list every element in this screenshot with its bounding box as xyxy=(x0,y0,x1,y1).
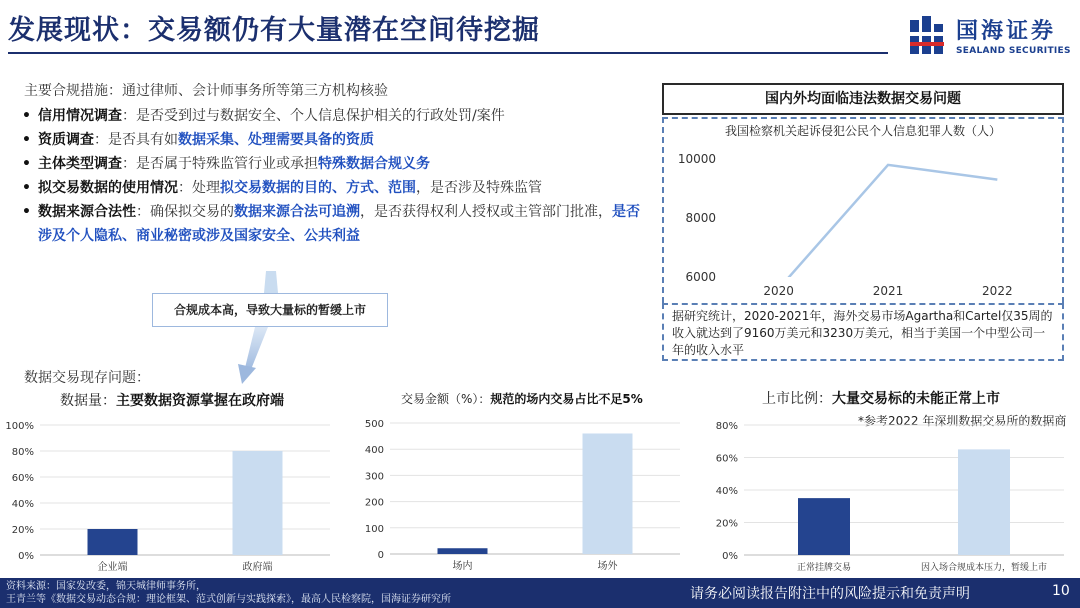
bar xyxy=(958,449,1010,555)
x-tick-label: 2022 xyxy=(982,284,1013,298)
callout-box: 合规成本高，导致大量标的暂缓上市 xyxy=(152,293,388,327)
bar xyxy=(438,548,488,554)
y-tick-label: 500 xyxy=(364,419,384,430)
x-tick-label: 场外 xyxy=(597,561,618,572)
y-tick-label: 60% xyxy=(11,473,34,484)
y-tick-label: 400 xyxy=(364,445,384,457)
y-tick-label: 6000 xyxy=(685,270,716,284)
logo-name: 国海证券 xyxy=(956,19,1057,44)
y-tick-label: 60% xyxy=(715,453,738,465)
x-tick-label: 因入场合规成本压力，暂缓上市 xyxy=(920,563,1048,573)
highlight-text: 数据来源合法可追溯 xyxy=(234,204,360,220)
y-tick-label: 100 xyxy=(364,523,384,535)
bar-chart-data-volume xyxy=(0,415,340,578)
arrow-stem-up xyxy=(264,271,278,293)
list-item: • 拟交易数据的使用情况：处理拟交易数据的目的、方式、范围，是否涉及特殊监管 xyxy=(22,176,642,200)
list-item: • 信用情况调查：是否受到过与数据安全、个人信息保护相关的行政处罚/案件 xyxy=(22,104,642,128)
chart3-note: *参考2022 年深圳数据交易所的数据商 xyxy=(858,414,1067,428)
list-item: • 资质调查：是否具有如数据采集、处理需要具备的资质 xyxy=(22,128,642,152)
page-title: 发展现状：交易额仍有大量潜在空间待挖掘 xyxy=(8,15,540,46)
y-tick-label: 40% xyxy=(715,486,738,497)
y-tick-label: 200 xyxy=(364,497,384,509)
header-divider xyxy=(8,52,888,54)
logo-english-name: SEALAND SECURITIES xyxy=(956,46,1071,56)
highlight-text: 特殊数据合规义务 xyxy=(318,156,430,172)
x-tick-label: 正常挂牌交易 xyxy=(796,563,852,573)
bullet-label: 数据来源合法性 xyxy=(38,204,136,220)
footer-disclaimer: 请务必阅读报告附注中的风险提示和免责声明 xyxy=(690,586,970,602)
compliance-measures-list xyxy=(22,104,642,248)
bar xyxy=(583,433,633,554)
y-tick-label: 40% xyxy=(11,499,34,510)
bar xyxy=(798,498,850,555)
y-tick-label: 0% xyxy=(722,551,738,562)
footer-sources: 资料来源：国家发改委，锦天城律师事务所， 王青兰等《数据交易动态合规：理论框架、范式创新与实践探索》，最高人民检察院，国海证券研究所 xyxy=(6,581,451,605)
bullet-label: 资质调查 xyxy=(38,132,94,148)
right-box-note: 据研究统计，2020-2021年，海外交易市场Agartha和Cartel仅35周的收入就达到了9160万美元和3230万美元，相当于美国一个中型公司一年的收入水平 xyxy=(662,303,1064,361)
problems-label: 数据交易现存问题： xyxy=(24,370,150,386)
arrow-stem-down xyxy=(244,327,268,372)
chart-title: 我国检察机关起诉侵犯公民个人信息犯罪人数（人） xyxy=(724,124,1002,138)
highlight-text: 数据采集、处理需要具备的资质 xyxy=(178,132,374,148)
x-tick-label: 场内 xyxy=(452,561,473,572)
list-item: • 主体类型调查：是否属于特殊监管行业或承担特殊数据合规义务 xyxy=(22,152,642,176)
y-tick-label: 10000 xyxy=(677,152,716,166)
bar xyxy=(88,529,138,555)
chart3-title: 上市比例：大量交易标的未能正常上市 xyxy=(762,391,1000,407)
y-tick-label: 20% xyxy=(11,525,34,536)
company-logo xyxy=(908,14,1071,62)
y-tick-label: 0 xyxy=(377,550,384,561)
bar-chart-transaction-amount xyxy=(350,410,690,578)
x-tick-label: 政府端 xyxy=(242,562,273,573)
bullet-label: 拟交易数据的使用情况 xyxy=(38,180,178,196)
list-item: • 数据来源合法性：确保拟交易的数据来源合法可追溯，是否获得权利人授权或主管部门批准，是否涉及个人隐私、商业秘密或涉及国家安全、公共利益 xyxy=(22,200,642,248)
x-tick-label: 2020 xyxy=(763,284,794,298)
y-tick-label: 100% xyxy=(5,421,34,432)
intro-text: 主要合规措施：通过律师、会计师事务所等第三方机构核验 xyxy=(24,83,388,99)
illegal-data-chart-panel xyxy=(662,117,1064,303)
chart1-title: 数据量：主要数据资源掌握在政府端 xyxy=(60,393,284,409)
page-number: 10 xyxy=(1052,583,1070,599)
footer-bar xyxy=(0,578,1080,608)
bar-chart-listing-ratio xyxy=(712,415,1072,578)
bar xyxy=(233,451,283,555)
line-chart xyxy=(664,119,1062,303)
y-tick-label: 80% xyxy=(11,447,34,458)
bullet-label: 主体类型调查 xyxy=(38,156,122,172)
highlight-text: 拟交易数据的目的、方式、范围 xyxy=(220,180,416,196)
chart2-title: 交易金额（%）：规范的场内交易占比不足5% xyxy=(401,392,643,406)
y-tick-label: 8000 xyxy=(685,211,716,225)
y-tick-label: 300 xyxy=(364,471,384,483)
bullet-label: 信用情况调查 xyxy=(38,108,122,124)
y-tick-label: 0% xyxy=(18,551,34,562)
logo-mark-icon xyxy=(908,14,952,58)
y-tick-label: 20% xyxy=(715,518,738,530)
series-line xyxy=(779,165,998,289)
y-tick-label: 80% xyxy=(715,421,738,432)
x-tick-label: 2021 xyxy=(872,284,904,298)
highlight-text: 是否涉及个人隐私、商业秘密或涉及国家安全、公共利益 xyxy=(38,204,640,244)
arrow-head xyxy=(238,364,256,384)
x-tick-label: 企业端 xyxy=(97,562,128,573)
right-box-title: 国内外均面临违法数据交易问题 xyxy=(662,83,1064,115)
